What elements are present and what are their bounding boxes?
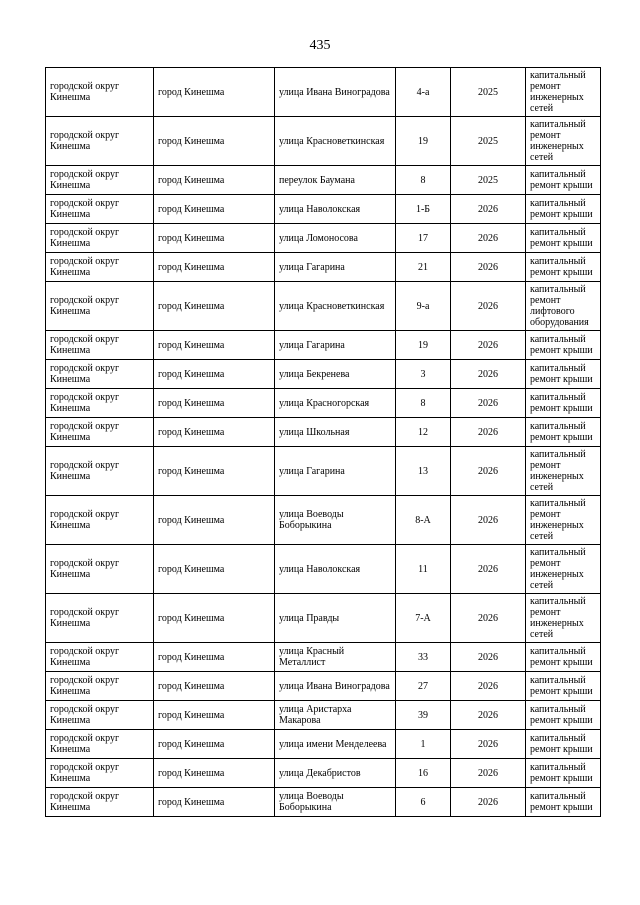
locality-cell: город Кинешма bbox=[154, 253, 275, 282]
house-cell: 21 bbox=[396, 253, 451, 282]
municipality-cell: городской округ Кинешма bbox=[46, 545, 154, 594]
house-cell: 11 bbox=[396, 545, 451, 594]
municipality-cell: городской округ Кинешма bbox=[46, 331, 154, 360]
municipality-cell: городской округ Кинешма bbox=[46, 672, 154, 701]
table-row bbox=[46, 195, 601, 224]
street-cell: улица Гагарина bbox=[275, 253, 396, 282]
table-row bbox=[46, 389, 601, 418]
year-cell: 2026 bbox=[451, 282, 526, 331]
table-row bbox=[46, 224, 601, 253]
year-cell: 2026 bbox=[451, 730, 526, 759]
work-cell: капитальный ремонт крыши bbox=[526, 166, 601, 195]
work-cell: капитальный ремонт инженерных сетей bbox=[526, 594, 601, 643]
locality-cell: город Кинешма bbox=[154, 788, 275, 817]
locality-cell: город Кинешма bbox=[154, 68, 275, 117]
municipality-cell: городской округ Кинешма bbox=[46, 730, 154, 759]
street-cell: улица Воеводы Боборыкина bbox=[275, 788, 396, 817]
year-cell: 2026 bbox=[451, 545, 526, 594]
house-cell: 33 bbox=[396, 643, 451, 672]
work-cell: капитальный ремонт инженерных сетей bbox=[526, 117, 601, 166]
table-row bbox=[46, 730, 601, 759]
work-cell: капитальный ремонт крыши bbox=[526, 701, 601, 730]
street-cell: улица Бекренева bbox=[275, 360, 396, 389]
house-cell: 12 bbox=[396, 418, 451, 447]
municipality-cell: городской округ Кинешма bbox=[46, 594, 154, 643]
work-cell: капитальный ремонт крыши bbox=[526, 672, 601, 701]
work-cell: капитальный ремонт крыши bbox=[526, 331, 601, 360]
house-cell: 39 bbox=[396, 701, 451, 730]
year-cell: 2026 bbox=[451, 447, 526, 496]
street-cell: улица Школьная bbox=[275, 418, 396, 447]
table-row bbox=[46, 253, 601, 282]
street-cell: улица Наволокская bbox=[275, 195, 396, 224]
table-row bbox=[46, 117, 601, 166]
house-cell: 7-А bbox=[396, 594, 451, 643]
work-cell: капитальный ремонт инженерных сетей bbox=[526, 545, 601, 594]
street-cell: улица Наволокская bbox=[275, 545, 396, 594]
work-cell: капитальный ремонт крыши bbox=[526, 418, 601, 447]
street-cell: улица Декабристов bbox=[275, 759, 396, 788]
street-cell: улица Красноветкинская bbox=[275, 117, 396, 166]
street-cell: улица Ивана Виноградова bbox=[275, 68, 396, 117]
work-cell: капитальный ремонт лифтового оборудования bbox=[526, 282, 601, 331]
street-cell: улица Красногорская bbox=[275, 389, 396, 418]
house-cell: 17 bbox=[396, 224, 451, 253]
municipality-cell: городской округ Кинешма bbox=[46, 117, 154, 166]
municipality-cell: городской округ Кинешма bbox=[46, 788, 154, 817]
street-cell: улица имени Менделеева bbox=[275, 730, 396, 759]
table-row bbox=[46, 418, 601, 447]
locality-cell: город Кинешма bbox=[154, 672, 275, 701]
table-row bbox=[46, 447, 601, 496]
municipality-cell: городской округ Кинешма bbox=[46, 701, 154, 730]
table-row bbox=[46, 759, 601, 788]
year-cell: 2026 bbox=[451, 672, 526, 701]
house-cell: 4-а bbox=[396, 68, 451, 117]
table-row bbox=[46, 545, 601, 594]
street-cell: улица Гагарина bbox=[275, 447, 396, 496]
work-cell: капитальный ремонт крыши bbox=[526, 788, 601, 817]
year-cell: 2026 bbox=[451, 224, 526, 253]
locality-cell: город Кинешма bbox=[154, 282, 275, 331]
house-cell: 1-Б bbox=[396, 195, 451, 224]
street-cell: улица Красный Металлист bbox=[275, 643, 396, 672]
work-cell: капитальный ремонт крыши bbox=[526, 360, 601, 389]
work-cell: капитальный ремонт крыши bbox=[526, 389, 601, 418]
year-cell: 2026 bbox=[451, 253, 526, 282]
municipality-cell: городской округ Кинешма bbox=[46, 360, 154, 389]
street-cell: улица Воеводы Боборыкина bbox=[275, 496, 396, 545]
locality-cell: город Кинешма bbox=[154, 730, 275, 759]
municipality-cell: городской округ Кинешма bbox=[46, 253, 154, 282]
house-cell: 3 bbox=[396, 360, 451, 389]
repair-schedule-table bbox=[45, 67, 601, 817]
work-cell: капитальный ремонт инженерных сетей bbox=[526, 68, 601, 117]
locality-cell: город Кинешма bbox=[154, 418, 275, 447]
house-cell: 8 bbox=[396, 166, 451, 195]
street-cell: улица Красноветкинская bbox=[275, 282, 396, 331]
year-cell: 2026 bbox=[451, 701, 526, 730]
house-cell: 8-А bbox=[396, 496, 451, 545]
locality-cell: город Кинешма bbox=[154, 701, 275, 730]
year-cell: 2026 bbox=[451, 360, 526, 389]
municipality-cell: городской округ Кинешма bbox=[46, 68, 154, 117]
year-cell: 2026 bbox=[451, 788, 526, 817]
municipality-cell: городской округ Кинешма bbox=[46, 643, 154, 672]
year-cell: 2026 bbox=[451, 195, 526, 224]
locality-cell: город Кинешма bbox=[154, 224, 275, 253]
table-row bbox=[46, 672, 601, 701]
house-cell: 13 bbox=[396, 447, 451, 496]
work-cell: капитальный ремонт крыши bbox=[526, 643, 601, 672]
table-row bbox=[46, 788, 601, 817]
locality-cell: город Кинешма bbox=[154, 447, 275, 496]
table-row bbox=[46, 68, 601, 117]
municipality-cell: городской округ Кинешма bbox=[46, 166, 154, 195]
table-row bbox=[46, 282, 601, 331]
work-cell: капитальный ремонт крыши bbox=[526, 730, 601, 759]
work-cell: капитальный ремонт крыши bbox=[526, 759, 601, 788]
table-row bbox=[46, 643, 601, 672]
locality-cell: город Кинешма bbox=[154, 360, 275, 389]
year-cell: 2025 bbox=[451, 117, 526, 166]
work-cell: капитальный ремонт крыши bbox=[526, 195, 601, 224]
house-cell: 6 bbox=[396, 788, 451, 817]
locality-cell: город Кинешма bbox=[154, 331, 275, 360]
year-cell: 2026 bbox=[451, 594, 526, 643]
locality-cell: город Кинешма bbox=[154, 759, 275, 788]
municipality-cell: городской округ Кинешма bbox=[46, 224, 154, 253]
table-row bbox=[46, 166, 601, 195]
municipality-cell: городской округ Кинешма bbox=[46, 389, 154, 418]
work-cell: капитальный ремонт инженерных сетей bbox=[526, 496, 601, 545]
locality-cell: город Кинешма bbox=[154, 643, 275, 672]
locality-cell: город Кинешма bbox=[154, 117, 275, 166]
street-cell: улица Аристарха Макарова bbox=[275, 701, 396, 730]
house-cell: 27 bbox=[396, 672, 451, 701]
municipality-cell: городской округ Кинешма bbox=[46, 195, 154, 224]
street-cell: улица Ивана Виноградова bbox=[275, 672, 396, 701]
house-cell: 19 bbox=[396, 117, 451, 166]
year-cell: 2026 bbox=[451, 331, 526, 360]
street-cell: переулок Баумана bbox=[275, 166, 396, 195]
municipality-cell: городской округ Кинешма bbox=[46, 496, 154, 545]
page-number: 435 bbox=[309, 38, 331, 53]
house-cell: 1 bbox=[396, 730, 451, 759]
locality-cell: город Кинешма bbox=[154, 594, 275, 643]
table-row bbox=[46, 360, 601, 389]
municipality-cell: городской округ Кинешма bbox=[46, 418, 154, 447]
work-cell: капитальный ремонт крыши bbox=[526, 253, 601, 282]
year-cell: 2026 bbox=[451, 759, 526, 788]
table-body bbox=[46, 68, 601, 817]
work-cell: капитальный ремонт крыши bbox=[526, 224, 601, 253]
year-cell: 2026 bbox=[451, 418, 526, 447]
municipality-cell: городской округ Кинешма bbox=[46, 447, 154, 496]
year-cell: 2025 bbox=[451, 68, 526, 117]
municipality-cell: городской округ Кинешма bbox=[46, 282, 154, 331]
year-cell: 2026 bbox=[451, 389, 526, 418]
work-cell: капитальный ремонт инженерных сетей bbox=[526, 447, 601, 496]
street-cell: улица Ломоносова bbox=[275, 224, 396, 253]
table-row bbox=[46, 701, 601, 730]
house-cell: 9-а bbox=[396, 282, 451, 331]
table-row bbox=[46, 331, 601, 360]
municipality-cell: городской округ Кинешма bbox=[46, 759, 154, 788]
street-cell: улица Гагарина bbox=[275, 331, 396, 360]
table-row bbox=[46, 594, 601, 643]
year-cell: 2026 bbox=[451, 496, 526, 545]
year-cell: 2026 bbox=[451, 643, 526, 672]
locality-cell: город Кинешма bbox=[154, 389, 275, 418]
street-cell: улица Правды bbox=[275, 594, 396, 643]
locality-cell: город Кинешма bbox=[154, 195, 275, 224]
house-cell: 19 bbox=[396, 331, 451, 360]
house-cell: 8 bbox=[396, 389, 451, 418]
locality-cell: город Кинешма bbox=[154, 496, 275, 545]
year-cell: 2025 bbox=[451, 166, 526, 195]
table-row bbox=[46, 496, 601, 545]
house-cell: 16 bbox=[396, 759, 451, 788]
locality-cell: город Кинешма bbox=[154, 545, 275, 594]
locality-cell: город Кинешма bbox=[154, 166, 275, 195]
